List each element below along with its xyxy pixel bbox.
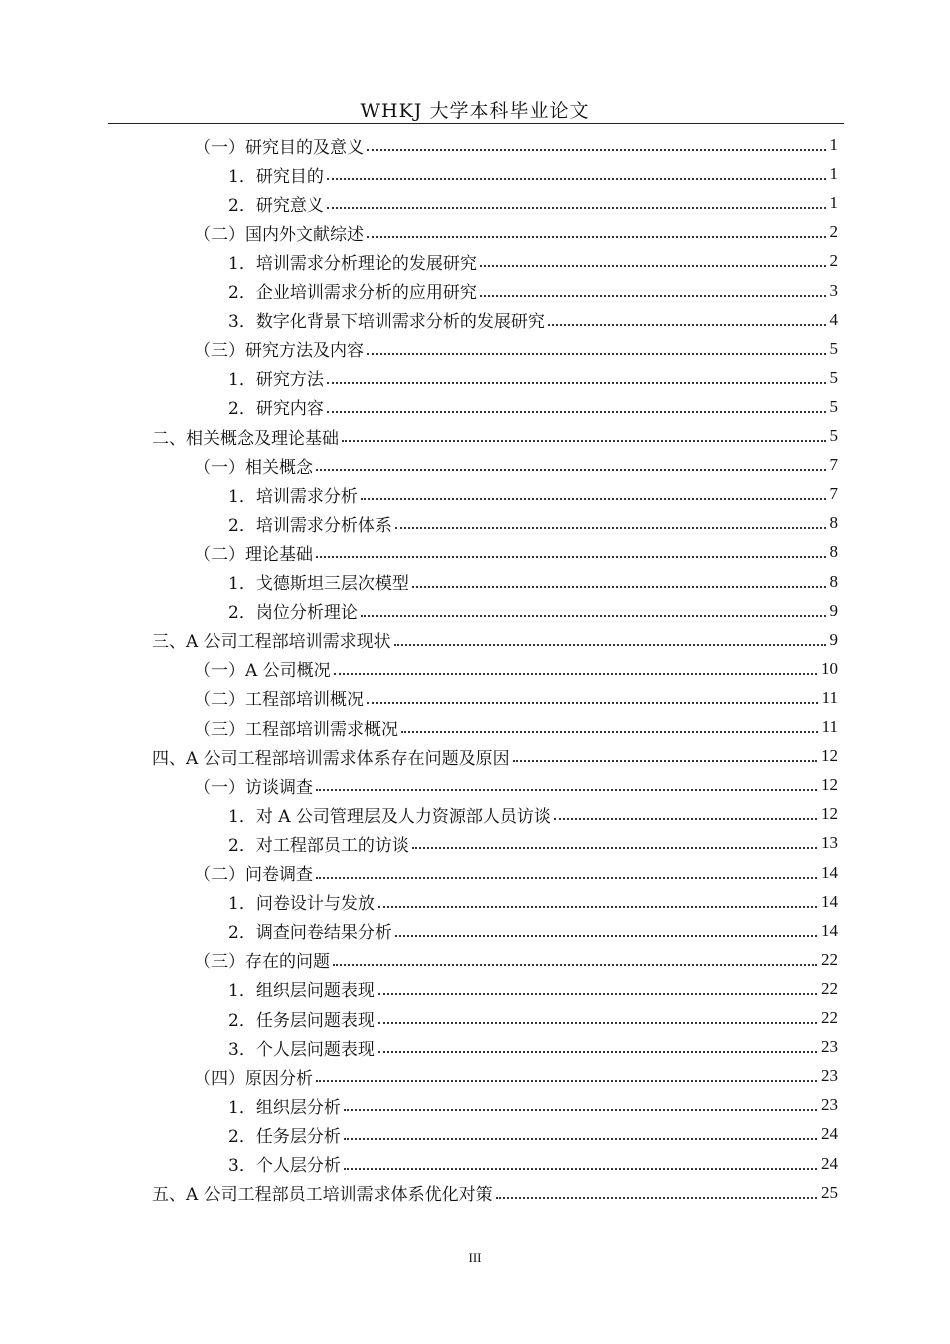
toc-entry[interactable] (194, 946, 838, 974)
toc-dot-leader (342, 440, 826, 442)
toc-entry[interactable] (152, 1179, 838, 1207)
toc-dot-leader (344, 1168, 817, 1170)
toc-entry-page-number: 5 (829, 367, 838, 387)
toc-dot-leader (496, 1197, 817, 1199)
toc-entry-page-number: 22 (821, 1008, 838, 1027)
toc-entry-label: （一）访谈调查 (194, 777, 313, 798)
toc-entry-label: （三）研究方法及内容 (194, 341, 364, 362)
toc-entry-page-number: 13 (821, 833, 838, 853)
toc-entry-label: 3．个人层问题表现 (228, 1039, 375, 1060)
toc-dot-leader (548, 324, 826, 326)
toc-entry-label: （二）理论基础 (194, 544, 313, 565)
toc-entry[interactable] (228, 800, 838, 828)
toc-entry-page-number: 9 (829, 600, 838, 620)
toc-dot-leader (344, 1138, 817, 1140)
toc-dot-leader (327, 382, 826, 384)
toc-entry-label: 2．对工程部员工的访谈 (228, 835, 409, 856)
toc-entry-label: 三、A 公司工程部培训需求现状 (152, 632, 391, 653)
toc-entry-label: 3．个人层分析 (228, 1156, 341, 1176)
toc-entry-label: 五、A 公司工程部员工培训需求体系优化对策 (152, 1185, 493, 1206)
toc-entry-label: 2．任务层问题表现 (228, 1010, 375, 1031)
toc-entry-label: 1．组织层分析 (228, 1097, 341, 1118)
toc-entry-label: 1．组织层问题表现 (228, 981, 375, 1002)
toc-entry[interactable] (228, 1033, 838, 1061)
toc-dot-leader (395, 527, 826, 529)
toc-dot-leader (367, 353, 826, 355)
toc-entry-page-number: 23 (821, 1037, 838, 1057)
toc-entry-page-number: 5 (829, 396, 838, 416)
toc-entry[interactable] (194, 771, 838, 799)
toc-entry[interactable] (228, 829, 838, 857)
toc-dot-leader (412, 847, 817, 849)
toc-entry-page-number: 10 (821, 658, 838, 678)
page-number: III (468, 1250, 482, 1265)
toc-entry-page-number: 24 (821, 1124, 838, 1144)
toc-entry-label: （二）问卷调查 (194, 865, 313, 885)
toc-entry-page-number: 11 (821, 717, 838, 736)
toc-entry-page-number: 12 (821, 804, 838, 824)
toc-entry-page-number: 5 (829, 426, 838, 445)
toc-dot-leader (327, 411, 826, 413)
toc-entry[interactable] (228, 277, 838, 305)
toc-entry-label: 1．对 A 公司管理层及人力资源部人员访谈 (228, 806, 551, 827)
toc-entry-label: （三）工程部培训需求概况 (194, 719, 398, 740)
toc-entry-page-number: 1 (829, 164, 838, 184)
toc-entry[interactable] (152, 422, 838, 450)
toc-entry-page-number: 23 (821, 1095, 838, 1115)
toc-entry[interactable] (228, 247, 838, 275)
toc-entry[interactable] (194, 1062, 838, 1090)
toc-entry[interactable] (228, 917, 838, 945)
toc-dot-leader (367, 236, 826, 238)
toc-entry-page-number: 14 (821, 920, 838, 940)
toc-entry-label: 2．研究意义 (228, 195, 324, 216)
toc-entry[interactable] (228, 160, 838, 188)
toc-entry-label: （四）原因分析 (194, 1068, 313, 1089)
toc-entry-page-number: 12 (821, 746, 838, 766)
toc-dot-leader (554, 818, 817, 820)
toc-entry[interactable] (194, 684, 838, 712)
running-header-title: WHKJ 大学本科毕业论文 (360, 100, 590, 122)
toc-entry-page-number: 7 (829, 484, 838, 504)
toc-entry[interactable] (228, 1004, 838, 1032)
toc-entry[interactable] (228, 1120, 838, 1148)
toc-entry-page-number: 1 (829, 193, 838, 213)
toc-entry[interactable] (228, 306, 838, 334)
toc-entry-page-number: 22 (821, 949, 838, 969)
toc-dot-leader (334, 673, 817, 675)
toc-dot-leader (378, 1051, 817, 1053)
toc-dot-leader (394, 644, 826, 646)
toc-dot-leader (367, 149, 826, 151)
toc-entry[interactable] (194, 131, 838, 159)
toc-dot-leader (316, 469, 826, 471)
toc-entry[interactable] (228, 597, 838, 625)
toc-entry[interactable] (194, 859, 838, 887)
toc-entry-label: 2．调查问卷结果分析 (228, 923, 392, 944)
toc-dot-leader (344, 1109, 817, 1111)
toc-entry-label: 1．问卷设计与发放 (228, 894, 375, 915)
toc-entry-label: （一）相关概念 (194, 457, 313, 478)
toc-entry-page-number: 2 (829, 222, 838, 242)
toc-entry-label: 3．数字化背景下培训需求分析的发展研究 (228, 312, 545, 333)
toc-entry-label: 二、相关概念及理论基础 (152, 428, 339, 449)
toc-entry-label: 1．研究目的 (228, 166, 324, 187)
toc-entry[interactable] (194, 218, 838, 246)
toc-entry[interactable] (194, 713, 838, 741)
toc-dot-leader (316, 1080, 817, 1082)
toc-entry[interactable] (228, 888, 838, 916)
toc-entry-label: 1．培训需求分析理论的发展研究 (228, 253, 477, 274)
toc-dot-leader (378, 1022, 817, 1024)
toc-entry-label: 2．培训需求分析体系 (228, 515, 392, 536)
toc-dot-leader (361, 615, 826, 617)
toc-entry-label: （一）研究目的及意义 (194, 137, 364, 158)
toc-dot-leader (412, 586, 826, 588)
toc-entry[interactable] (228, 975, 838, 1003)
toc-entry[interactable] (228, 189, 838, 217)
toc-entry-label: 2．研究内容 (228, 399, 324, 420)
toc-entry-page-number: 3 (829, 280, 838, 300)
toc-dot-leader (367, 702, 818, 704)
toc-entry[interactable] (228, 480, 838, 508)
toc-entry-label: 2．企业培训需求分析的应用研究 (228, 283, 477, 303)
toc-entry-page-number: 14 (821, 862, 838, 882)
toc-dot-leader (378, 906, 817, 908)
toc-dot-leader (316, 789, 817, 791)
toc-dot-leader (480, 265, 826, 267)
toc-entry[interactable] (228, 568, 838, 596)
toc-entry-page-number: 25 (821, 1182, 838, 1202)
header-rule (108, 123, 844, 124)
toc-dot-leader (333, 964, 817, 966)
toc-entry-page-number: 2 (829, 251, 838, 271)
toc-entry[interactable] (228, 393, 838, 421)
toc-entry-page-number: 8 (829, 571, 838, 591)
toc-entry-label: （三）存在的问题 (194, 952, 330, 973)
toc-entry-page-number: 4 (829, 309, 838, 329)
toc-entry-label: （二）工程部培训概况 (194, 690, 364, 711)
toc-dot-leader (395, 935, 817, 937)
toc-entry-page-number: 8 (829, 542, 838, 562)
toc-entry-page-number: 24 (821, 1153, 838, 1173)
toc-entry-page-number: 9 (829, 629, 838, 649)
toc-entry-label: 四、A 公司工程部培训需求体系存在问题及原因 (152, 748, 510, 769)
toc-entry[interactable] (194, 538, 838, 566)
toc-entry-page-number: 12 (821, 775, 838, 795)
toc-dot-leader (480, 295, 826, 297)
toc-entry-page-number: 7 (829, 455, 838, 475)
toc-dot-leader (316, 556, 826, 558)
toc-entry-label: 2．岗位分析理论 (228, 603, 358, 624)
toc-dot-leader (327, 178, 826, 180)
toc-entry[interactable] (194, 655, 838, 683)
toc-entry-label: （一）A 公司概况 (194, 661, 331, 682)
toc-entry[interactable] (228, 364, 838, 392)
toc-entry[interactable] (228, 1150, 838, 1178)
toc-entry[interactable] (228, 509, 838, 537)
toc-entry-page-number: 1 (829, 135, 838, 154)
toc-entry-label: 1．戈德斯坦三层次模型 (228, 574, 409, 594)
toc-dot-leader (401, 731, 818, 733)
toc-entry-label: 2．任务层分析 (228, 1126, 341, 1147)
toc-entry-page-number: 5 (829, 338, 838, 358)
toc-entry[interactable] (228, 1091, 838, 1119)
toc-entry-label: （二）国内外文献综述 (194, 224, 364, 245)
toc-entry-page-number: 11 (821, 687, 838, 707)
toc-dot-leader (316, 877, 817, 879)
toc-entry-page-number: 23 (821, 1066, 838, 1086)
toc-entry-page-number: 8 (829, 513, 838, 533)
toc-entry[interactable] (194, 451, 838, 479)
toc-dot-leader (513, 760, 817, 762)
toc-dot-leader (327, 207, 826, 209)
toc-entry[interactable] (194, 335, 838, 363)
toc-entry-label: 1．培训需求分析 (228, 486, 358, 507)
toc-entry-page-number: 22 (821, 978, 838, 998)
toc-entry[interactable] (152, 742, 838, 770)
toc-entry-page-number: 14 (821, 891, 838, 911)
toc-entry-label: 1．研究方法 (228, 370, 324, 391)
toc-entry[interactable] (152, 626, 838, 654)
toc-dot-leader (378, 993, 817, 995)
toc-dot-leader (361, 498, 826, 500)
